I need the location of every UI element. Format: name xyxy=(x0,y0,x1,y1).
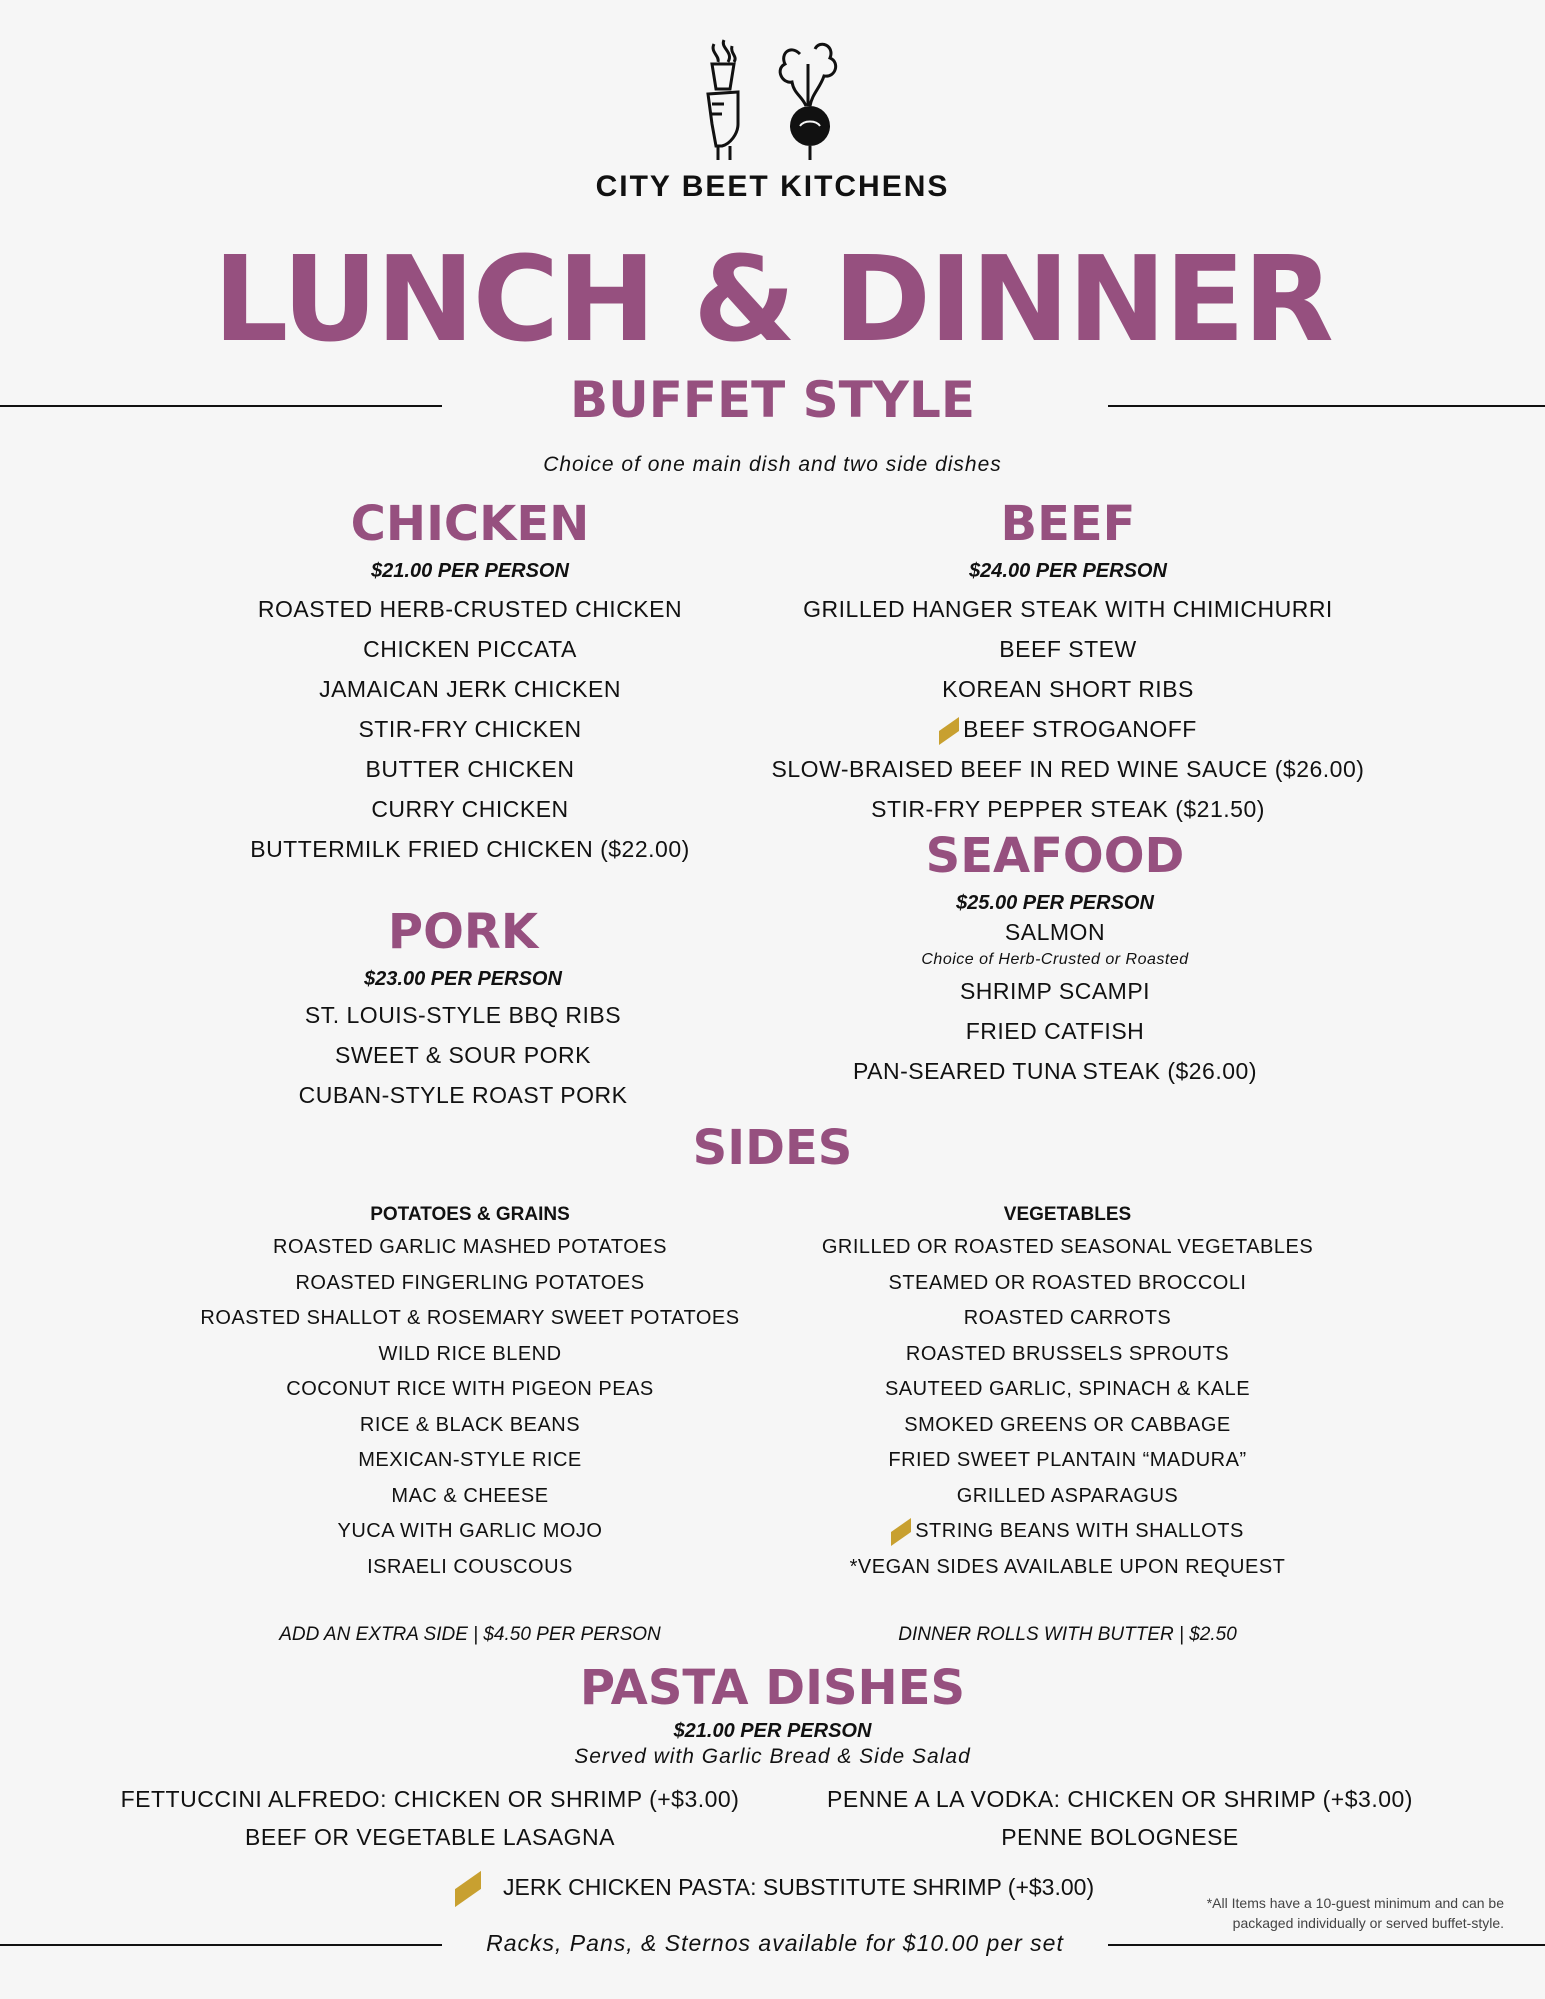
side-item: GRILLED ASPARAGUS xyxy=(956,1484,1179,1507)
menu-item: CHICKEN PICCATA xyxy=(363,636,577,662)
footnote xyxy=(1100,1893,1504,1933)
pork-price: $23.00 PER PERSON xyxy=(364,968,562,990)
side-item-label: STRING BEANS WITH SHALLOTS xyxy=(915,1520,1244,1542)
dinner-rolls-note: DINNER ROLLS WITH BUTTER | $2.50 xyxy=(898,1624,1237,1645)
footnote-line-2: packaged individually or served buffet-style. xyxy=(1232,1915,1504,1931)
menu-item: CURRY CHICKEN xyxy=(371,796,569,822)
side-item: WILD RICE BLEND xyxy=(378,1342,562,1365)
choice-note: Choice of one main dish and two side dishes xyxy=(543,453,1002,476)
menu-item: BUTTER CHICKEN xyxy=(365,756,575,782)
pork-section xyxy=(190,904,736,1115)
pasta-served-note: Served with Garlic Bread & Side Salad xyxy=(574,1745,971,1768)
new-ribbon-icon xyxy=(455,1871,481,1907)
seafood-section xyxy=(770,828,1340,1091)
menu-item-label: BEEF STROGANOFF xyxy=(963,716,1197,742)
jerk-pasta-item xyxy=(455,1870,1094,1904)
side-item: ISRAELI COUSCOUS xyxy=(367,1555,573,1578)
menu-item: SHRIMP SCAMPI xyxy=(959,978,1151,1004)
side-item: *VEGAN SIDES AVAILABLE UPON REQUEST xyxy=(849,1555,1286,1578)
menu-item: PAN-SEARED TUNA STEAK ($26.00) xyxy=(852,1058,1257,1084)
seafood-list xyxy=(770,915,1340,1091)
menu-item: SALMON xyxy=(1004,919,1106,945)
side-item: MEXICAN-STYLE RICE xyxy=(358,1449,582,1471)
seafood-price: $25.00 PER PERSON xyxy=(956,892,1154,914)
bottom-right-divider xyxy=(1108,1944,1545,1946)
beef-list xyxy=(748,589,1388,829)
bottom-left-divider xyxy=(0,1944,442,1946)
menu-item: SLOW-BRAISED BEEF IN RED WINE SAUCE ($26.00) xyxy=(771,756,1365,782)
pasta-price: $21.00 PER PERSON xyxy=(673,1720,872,1742)
racks-note: Racks, Pans, & Sternos available for $10.00 per set xyxy=(486,1930,1064,1956)
extra-side-note: ADD AN EXTRA SIDE | $4.50 PER PERSON xyxy=(279,1624,661,1645)
brand-name: CITY BEET KITCHENS xyxy=(595,170,950,203)
vegetables-column xyxy=(790,1200,1345,1585)
menu-item: CUBAN-STYLE ROAST PORK xyxy=(298,1082,628,1108)
chicken-title: CHICKEN xyxy=(350,496,590,552)
potatoes-column xyxy=(190,1200,750,1585)
side-item: FRIED SWEET PLANTAIN “MADURA” xyxy=(888,1449,1247,1471)
beef-title: BEEF xyxy=(1000,496,1136,552)
beef-section xyxy=(748,496,1388,829)
menu-item: FRIED CATFISH xyxy=(965,1018,1145,1044)
chicken-price: $21.00 PER PERSON xyxy=(371,560,569,582)
menu-item xyxy=(748,709,1388,749)
menu-item: JAMAICAN JERK CHICKEN xyxy=(319,676,621,702)
side-item: ROASTED BRUSSELS SPROUTS xyxy=(905,1342,1230,1365)
vegetables-list xyxy=(790,1230,1345,1585)
salmon-note: Choice of Herb-Crusted or Roasted xyxy=(921,951,1189,968)
beet-icon xyxy=(780,44,836,160)
side-item: ROASTED GARLIC MASHED POTATOES xyxy=(273,1236,667,1258)
side-item: MAC & CHEESE xyxy=(391,1484,549,1507)
menu-item: STIR-FRY CHICKEN xyxy=(358,716,582,742)
pasta-right-list xyxy=(800,1780,1440,1856)
potatoes-list xyxy=(190,1230,750,1585)
beef-price: $24.00 PER PERSON xyxy=(969,560,1167,582)
new-ribbon-icon xyxy=(939,717,959,745)
pasta-item: BEEF OR VEGETABLE LASAGNA xyxy=(245,1824,615,1850)
pork-title: PORK xyxy=(387,904,539,960)
side-item: STEAMED OR ROASTED BROCCOLI xyxy=(888,1271,1247,1294)
side-item: RICE & BLACK BEANS xyxy=(359,1413,581,1436)
seafood-title: SEAFOOD xyxy=(925,828,1185,884)
pasta-left-list xyxy=(100,1780,760,1856)
menu-item: STIR-FRY PEPPER STEAK ($21.50) xyxy=(871,796,1265,822)
sides-title: SIDES xyxy=(692,1120,853,1176)
potatoes-heading: POTATOES & GRAINS xyxy=(370,1204,570,1225)
side-item xyxy=(790,1514,1345,1550)
jerk-pasta-label: JERK CHICKEN PASTA: SUBSTITUTE SHRIMP (+$3.00) xyxy=(503,1874,1095,1900)
menu-item: SWEET & SOUR PORK xyxy=(334,1042,591,1068)
pasta-title: PASTA DISHES xyxy=(579,1660,966,1716)
menu-item: ST. LOUIS-STYLE BBQ RIBS xyxy=(304,1002,622,1028)
pasta-item: PENNE A LA VODKA: CHICKEN OR SHRIMP (+$3.00) xyxy=(827,1786,1413,1812)
city-beet-logo xyxy=(690,34,860,164)
side-item: GRILLED OR ROASTED SEASONAL VEGETABLES xyxy=(821,1236,1314,1258)
torch-icon xyxy=(708,40,738,160)
new-ribbon-icon xyxy=(891,1518,911,1546)
footnote-line-1: *All Items have a 10-guest minimum and can be xyxy=(1206,1895,1504,1911)
side-item: ROASTED FINGERLING POTATOES xyxy=(295,1271,645,1294)
pasta-item: FETTUCCINI ALFREDO: CHICKEN OR SHRIMP (+$3.00) xyxy=(120,1786,740,1812)
vegetables-heading: VEGETABLES xyxy=(1003,1204,1132,1225)
side-item: SAUTEED GARLIC, SPINACH & KALE xyxy=(884,1378,1251,1400)
page-title: LUNCH & DINNER xyxy=(213,230,1332,368)
menu-item: KOREAN SHORT RIBS xyxy=(942,676,1194,702)
side-item: ROASTED SHALLOT & ROSEMARY SWEET POTATOES xyxy=(200,1307,740,1329)
chicken-list xyxy=(190,589,750,869)
pork-list xyxy=(190,995,736,1115)
side-item: SMOKED GREENS OR CABBAGE xyxy=(904,1413,1231,1436)
page-subtitle: BUFFET STYLE xyxy=(569,371,976,429)
side-item: COCONUT RICE WITH PIGEON PEAS xyxy=(286,1378,654,1400)
pasta-item: PENNE BOLOGNESE xyxy=(1001,1824,1239,1850)
chicken-section xyxy=(190,496,750,869)
menu-item: GRILLED HANGER STEAK WITH CHIMICHURRI xyxy=(803,596,1333,622)
menu-item: ROASTED HERB-CRUSTED CHICKEN xyxy=(257,596,683,622)
menu-item: BUTTERMILK FRIED CHICKEN ($22.00) xyxy=(250,836,690,862)
side-item: YUCA WITH GARLIC MOJO xyxy=(337,1520,603,1542)
side-item: ROASTED CARROTS xyxy=(963,1307,1172,1329)
menu-item: BEEF STEW xyxy=(999,636,1137,662)
